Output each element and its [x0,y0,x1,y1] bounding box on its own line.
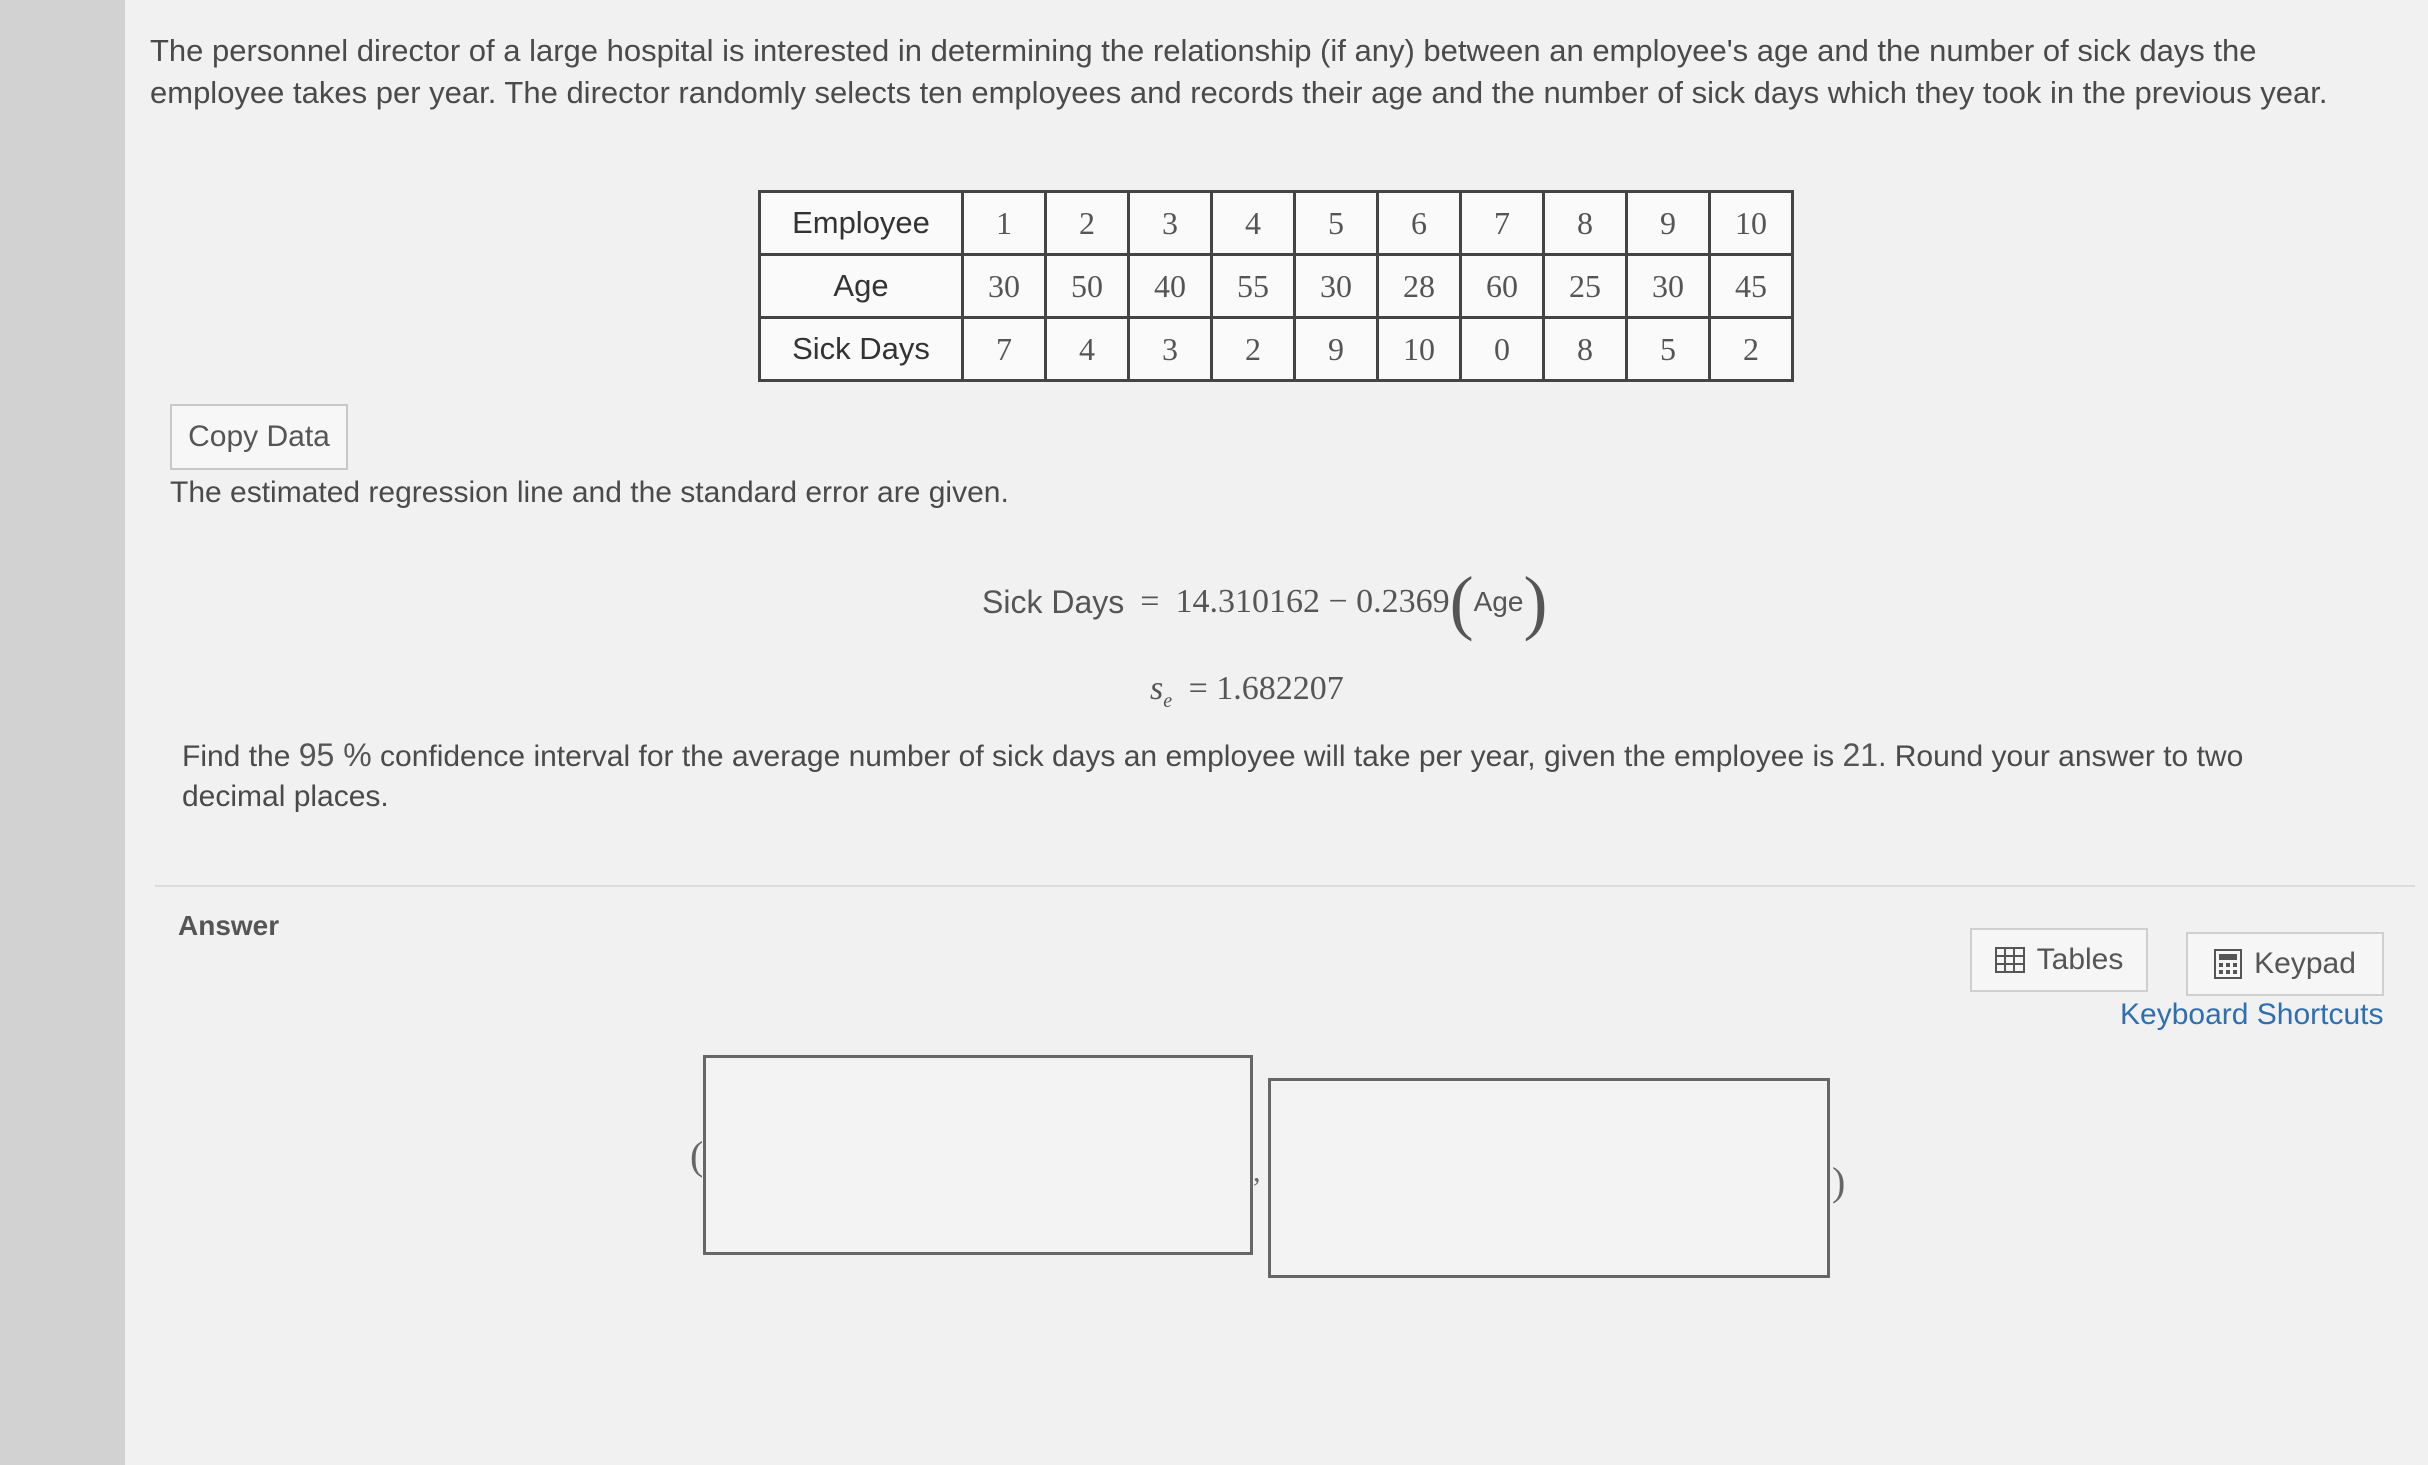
se-value: = 1.682207 [1188,670,1344,707]
employee-cell: 8 [1544,192,1627,255]
equation-equals: = [1140,583,1160,620]
age-cell: 30 [1295,255,1378,318]
copy-data-button[interactable]: Copy Data [170,404,348,470]
equation-close-paren: ) [1523,562,1548,642]
question-part: . Round your answer to two decimal places. [182,740,2244,813]
age-cell: 28 [1378,255,1461,318]
age-cell: 25 [1544,255,1627,318]
keypad-label: Keypad [2254,947,2356,980]
age-cell: 30 [1627,255,1710,318]
table-row-age [760,255,1793,318]
sick-days-cell: 4 [1046,318,1129,381]
header-label: Employee [760,192,963,255]
sick-days-cell: 3 [1129,318,1212,381]
employee-cell: 1 [963,192,1046,255]
employee-cell: 7 [1461,192,1544,255]
equation-variable: Age [1473,586,1524,617]
regression-equation [982,562,1548,642]
age-cell: 60 [1461,255,1544,318]
keypad-button[interactable] [2186,932,2384,996]
age-cell: 55 [1212,255,1295,318]
calculator-icon [2214,949,2242,979]
age-cell: 50 [1046,255,1129,318]
tables-button[interactable] [1970,928,2148,992]
interval-close-paren: ) [1832,1159,1846,1204]
keyboard-shortcuts-link[interactable]: Keyboard Shortcuts [2120,998,2384,1031]
employee-cell: 4 [1212,192,1295,255]
employee-cell: 6 [1378,192,1461,255]
sick-days-cell: 10 [1378,318,1461,381]
sick-days-cell: 2 [1212,318,1295,381]
employee-cell: 10 [1710,192,1793,255]
sick-days-cell: 8 [1544,318,1627,381]
standard-error [1150,670,1344,713]
lower-bound-box[interactable] [703,1055,1253,1255]
se-subscript: e [1163,689,1173,712]
age-cell: 40 [1129,255,1212,318]
given-text: The estimated regression line and the standard error are given. [170,476,1009,509]
equation-rhs: 14.310162 − 0.2369 [1175,583,1450,620]
sick-days-cell: 5 [1627,318,1710,381]
sick-days-cell: 0 [1461,318,1544,381]
question-text [182,735,2332,817]
row-label-age: Age [760,255,963,318]
question-part: Find the [182,740,299,773]
employee-cell: 2 [1046,192,1129,255]
se-symbol: s [1150,670,1164,707]
given-age: 21 [1842,737,1879,773]
row-label-sick-days: Sick Days [760,318,963,381]
interval-comma: , [1253,1155,1261,1188]
tables-label: Tables [2036,943,2124,976]
lower-bound-input[interactable] [706,1058,1250,1252]
answer-label: Answer [178,910,280,941]
age-cell: 45 [1710,255,1793,318]
employee-cell: 5 [1295,192,1378,255]
equation-lhs: Sick Days [982,583,1125,620]
table-header-row [760,192,1793,255]
interval-open-paren: ( [690,1133,704,1178]
sick-days-cell: 9 [1295,318,1378,381]
employee-cell: 3 [1129,192,1212,255]
age-cell: 30 [963,255,1046,318]
equation-open-paren: ( [1449,562,1474,642]
table-row-sick-days [760,318,1793,381]
upper-bound-box[interactable] [1268,1078,1830,1278]
sick-days-cell: 2 [1710,318,1793,381]
upper-bound-input[interactable] [1271,1081,1827,1275]
table-grid-icon [1995,947,2025,973]
employee-cell: 9 [1627,192,1710,255]
question-part: confidence interval for the average number of sick days an employee will take per year, given the employee is [371,740,1843,773]
sick-days-cell: 7 [963,318,1046,381]
data-table [758,190,1794,382]
section-divider [155,885,2415,887]
confidence-level: 95 % [298,737,372,773]
problem-statement: The personnel director of a large hospital is interested in determining the relationship (if any) between an employee's age and the number of sick days the employee takes per year. The director randomly selects ten employees and records their age and the number of sick days which they took in the previous year. [150,33,2328,110]
